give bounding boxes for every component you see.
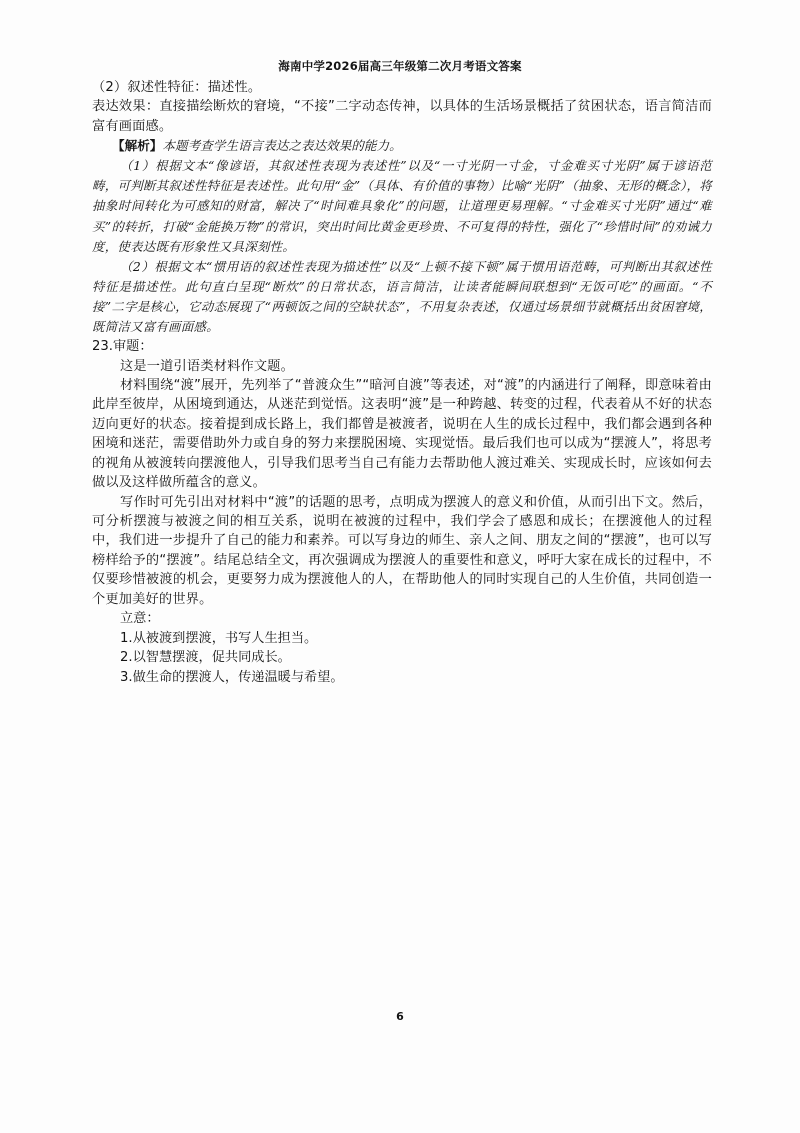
answer-part2-effect: 表达效果：直接描绘断炊的窘境，“不接”二字动态传神，以具体的生活场景概括了贫困状态，语言简洁而富有画面感。 (92, 99, 712, 134)
analysis-intro: 本题考查学生语言表达之表达效果的能力。 (162, 138, 402, 154)
analysis-paragraph-1: （1）根据文本“像谚语，其叙述性表现为表述性”以及“一寸光阴一寸金，寸金难买寸光阴”属于谚语范畴，可判断其叙述性特征是表述性。此句用“金”（具体、有价值的事物）比喻“光阴”（抽象、无形的概念），将抽象时间转化为可感知的财富，解决了“时间难具象化”的问题，让道理更易理解。“寸金难买寸光阴”通过“难买”的转折，打破“金能换万物”的常识，突出时间比黄金更珍贵、不可复得的特性，强化了“珍惜时间”的劝诫力度，使表达既有形象性又具深刻性。 (92, 158, 712, 254)
question-23-paragraph-2: 材料围绕“渡”展开，先列举了“普渡众生”“暗河自渡”等表述，对“渡”的内涵进行了阐释，即意味着由此岸至彼岸，从困境到通达，从迷茫到觉悟。这表明“渡”是一种跨越、转变的过程，代表着从不好的状态迈向更好的状态。接着提到成长路上，我们都曾是被渡者，说明在人生的成长过程中，我们都会遇到各种困境和迷茫，需要借助外力或自身的努力来摆脱困境、实现觉悟。最后我们也可以成为“摆渡人”，将思考的视角从被渡转向摆渡他人，引导我们思考当自己有能力去帮助他人渡过难关、实现成长时，应该如何去做以及这样做所蕴含的意义。 (92, 378, 712, 491)
page-number: 6 (396, 1010, 404, 1023)
idea-item-1: 1.从被渡到摆渡，书写人生担当。 (120, 630, 318, 646)
analysis-paragraph-2: （2）根据文本“惯用语的叙述性表现为描述性”以及“上顿不接下顿”属于惯用语范畴，可判断出其叙述性特征是描述性。此句直白呈现“断炊”的日常状态，语言简洁，让读者能瞬间联想到“无饭可吃”的画面。“不接”二字是核心，它动态展现了“两顿饭之间的空缺状态”，不用复杂表述，仅通过场景细节就概括出贫困窘境，既简洁又富有画面感。 (92, 258, 712, 334)
question-23-paragraph-3: 写作时可先引出对材料中“渡”的话题的思考，点明成为摆渡人的意义和价值，从而引出下文。然后，可分析摆渡与被渡之间的相互关系，说明在被渡的过程中，我们学会了感恩和成长；在摆渡他人的过程中，我们进一步提升了自己的能力和素养。可以写身边的师生、亲人之间、朋友之间的“摆渡”，也可以写榜样给予的“摆渡”。结尾总结全文，再次强调成为摆渡人的重要性和意义，呼吁大家在成长的过程中，不仅要珍惜被渡的机会，更要努力成为摆渡他人的人，在帮助他人的同时实现自己的人生价值，共同创造一个更加美好的世界。 (92, 494, 712, 607)
analysis-heading (92, 136, 712, 156)
page-header-title: 海南中学2026届高三年级第二次月考语文答案 (278, 59, 522, 73)
idea-item-2: 2.以智慧摆渡，促共同成长。 (120, 650, 291, 666)
question-23-paragraph-1: 这是一道引语类材料作文题。 (120, 358, 295, 374)
answer-content (92, 78, 712, 687)
idea-item-3: 3.做生命的摆渡人，传递温暖与希望。 (120, 669, 344, 685)
question-23-heading: 23.审题： (92, 339, 153, 355)
ideas-label: 立意： (120, 610, 160, 626)
answer-part2-feature: （2）叙述性特征：描述性。 (92, 80, 262, 95)
analysis-tag: 【解析】 (112, 138, 163, 154)
